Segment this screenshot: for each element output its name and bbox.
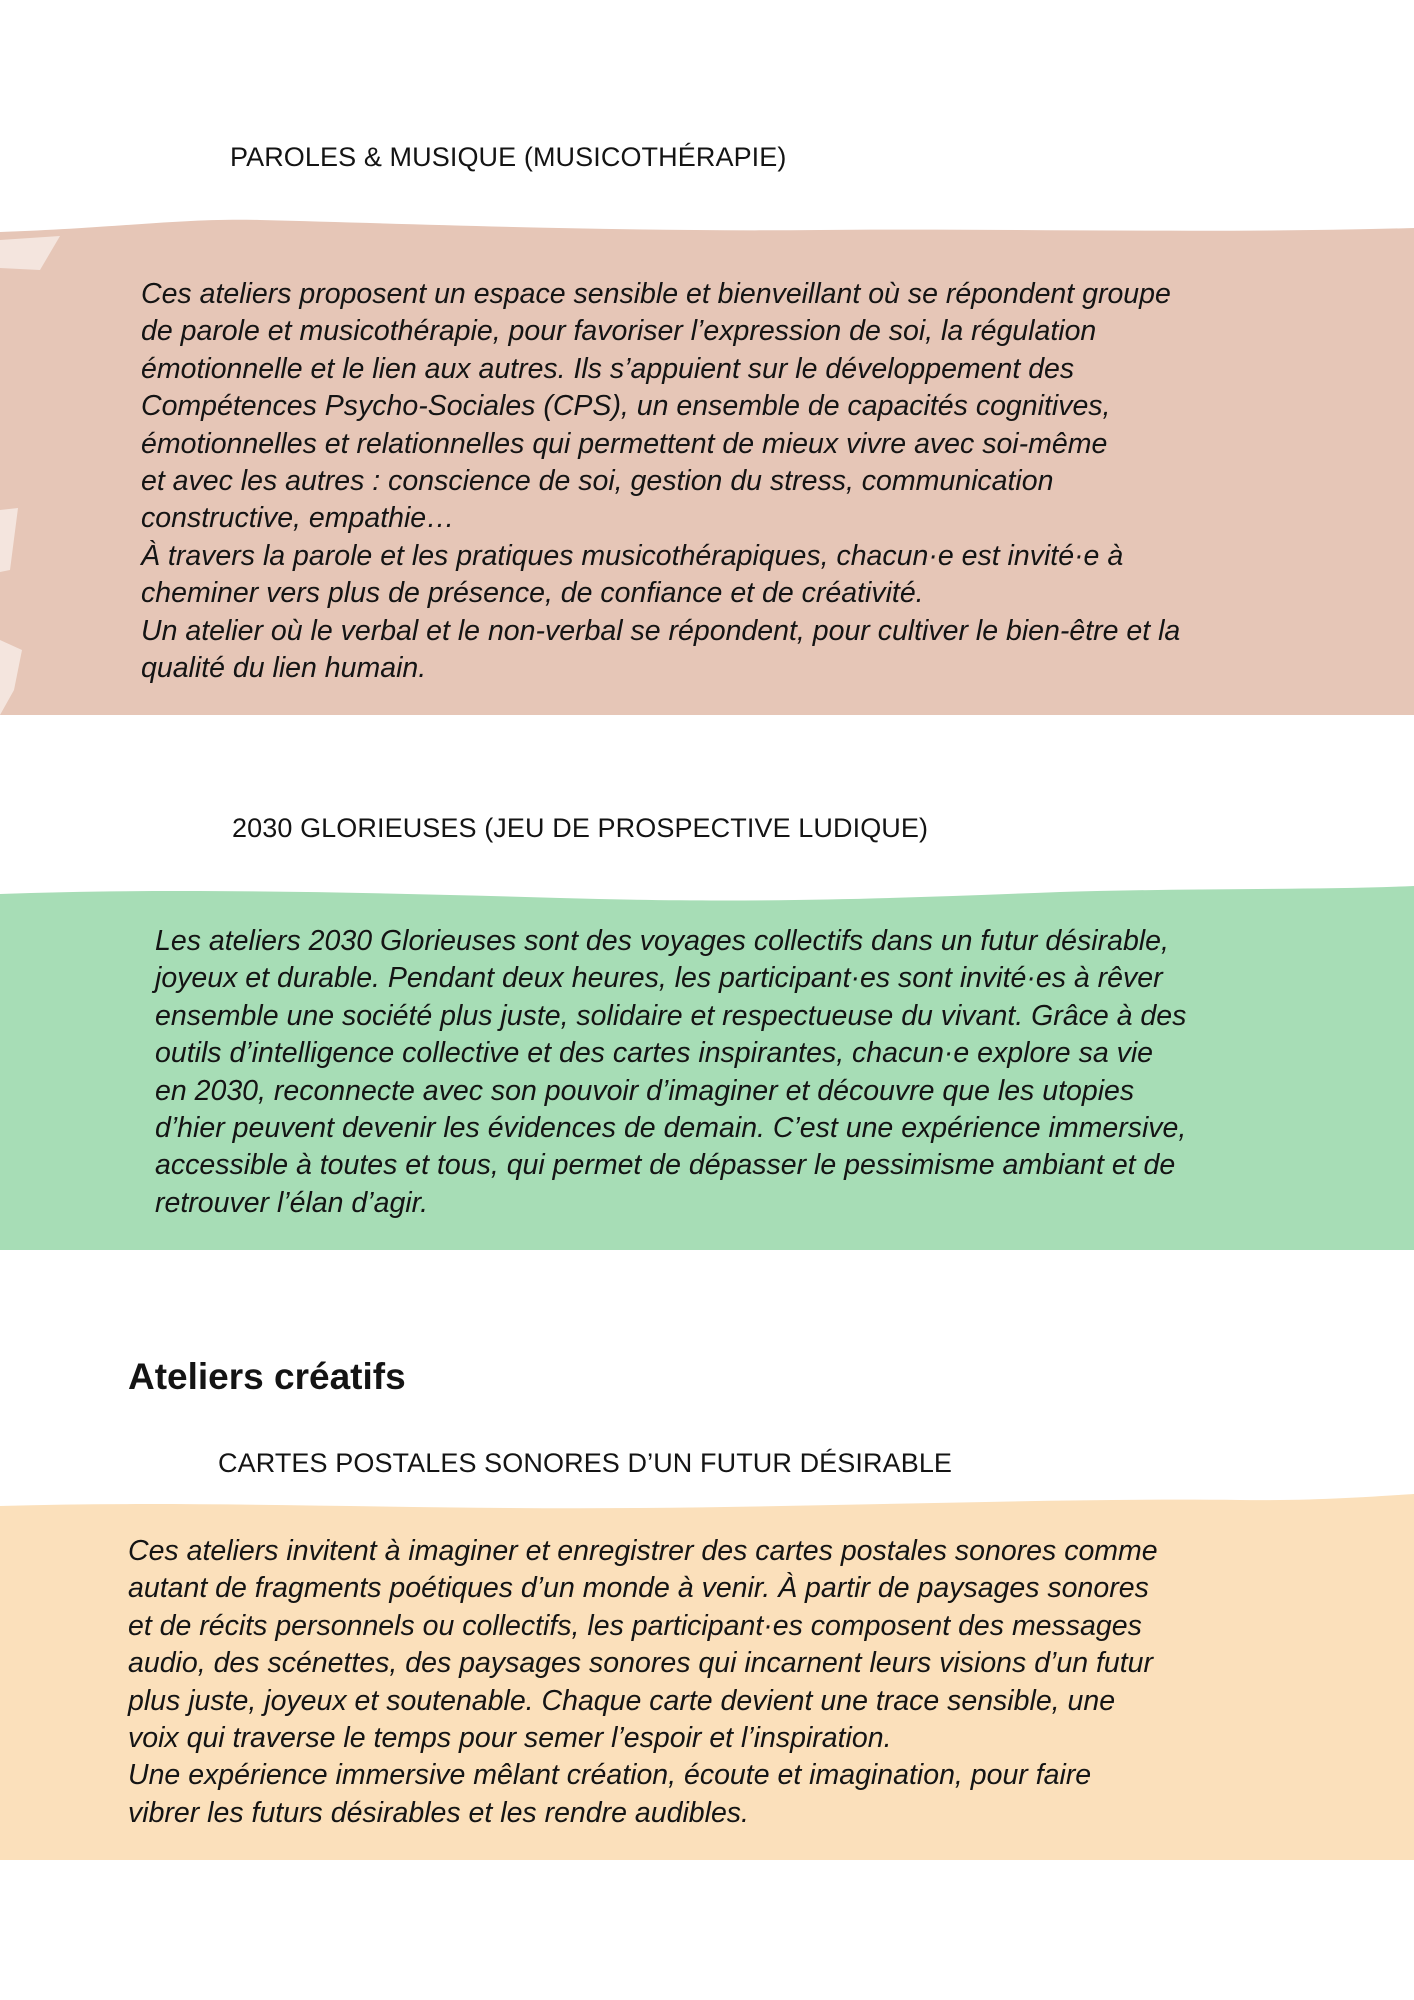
section-title-2030-glorieuses: 2030 GLORIEUSES (JEU DE PROSPECTIVE LUDIQUE) bbox=[232, 813, 929, 843]
brush-band-paroles-musique bbox=[0, 210, 1414, 715]
brush-band-2030-glorieuses bbox=[0, 880, 1414, 1250]
section-title-cartes-postales-sonores: CARTES POSTALES SONORES D’UN FUTUR DÉSIRABLE bbox=[218, 1448, 953, 1478]
paragraph-2030-glorieuses: Les ateliers 2030 Glorieuses sont des voyages collectifs dans un futur désirable, joyeux et durable. Pendant deux heures, les participant·es sont invité·es à rêver ensemble une société plus juste, solidaire et respectueuse du vivant. Grâce à des outils d’intelligence collective et des cartes inspirantes, chacun·e explore sa vie en 2030, reconnecte avec son pouvoir d’imaginer et découvre que les utopies d’hier peuvent devenir les évidences de demain. C’est une expérience immersive, accessible à toutes et tous, qui permet de dépasser le pessimisme ambiant et de retrouver l’élan d’agir. bbox=[155, 925, 1187, 1219]
brush-band-cartes-postales-sonores bbox=[0, 1490, 1414, 1860]
paragraph-paroles-musique: Ces ateliers proposent un espace sensible et bienveillant où se répondent groupe de parole et musicothérapie, pour favoriser l’expression de soi, la régulation émotionnelle et le lien aux autres. Ils s’appuient sur le développement des Compétences Psycho-Sociales (CPS), un ensemble de capacités cognitives, émotionnelles et relationnelles qui permettent de mieux vivre avec soi-même et avec les autres : conscience de soi, gestion du stress, communication constructive, empathie… À travers la parole et les pratiques musicothérapiques, chacun·e est invité·e à cheminer vers plus de présence, de confiance et de créativité. Un atelier où le verbal et le non-verbal se répondent, pour cultiver le bien-être et la qualité du lien humain. bbox=[141, 278, 1181, 685]
section-title-paroles-musique: PAROLES & MUSIQUE (MUSICOTHÉRAPIE) bbox=[230, 142, 787, 172]
category-heading: Ateliers créatifs bbox=[128, 1356, 406, 1397]
paragraph-cartes-postales-sonores: Ces ateliers invitent à imaginer et enregistrer des cartes postales sonores comme autant de fragments poétiques d’un monde à venir. À partir de paysages sonores et de récits personnels ou collectifs, les participant·es composent des messages audio, des scénettes, des paysages sonores qui incarnent leurs visions d’un futur plus juste, joyeux et soutenable. Chaque carte devient une trace sensible, une voix qui traverse le temps pour semer l’espoir et l’inspiration. Une expérience immersive mêlant création, écoute et imagination, pour faire vibrer les futurs désirables et les rendre audibles. bbox=[128, 1535, 1158, 1829]
